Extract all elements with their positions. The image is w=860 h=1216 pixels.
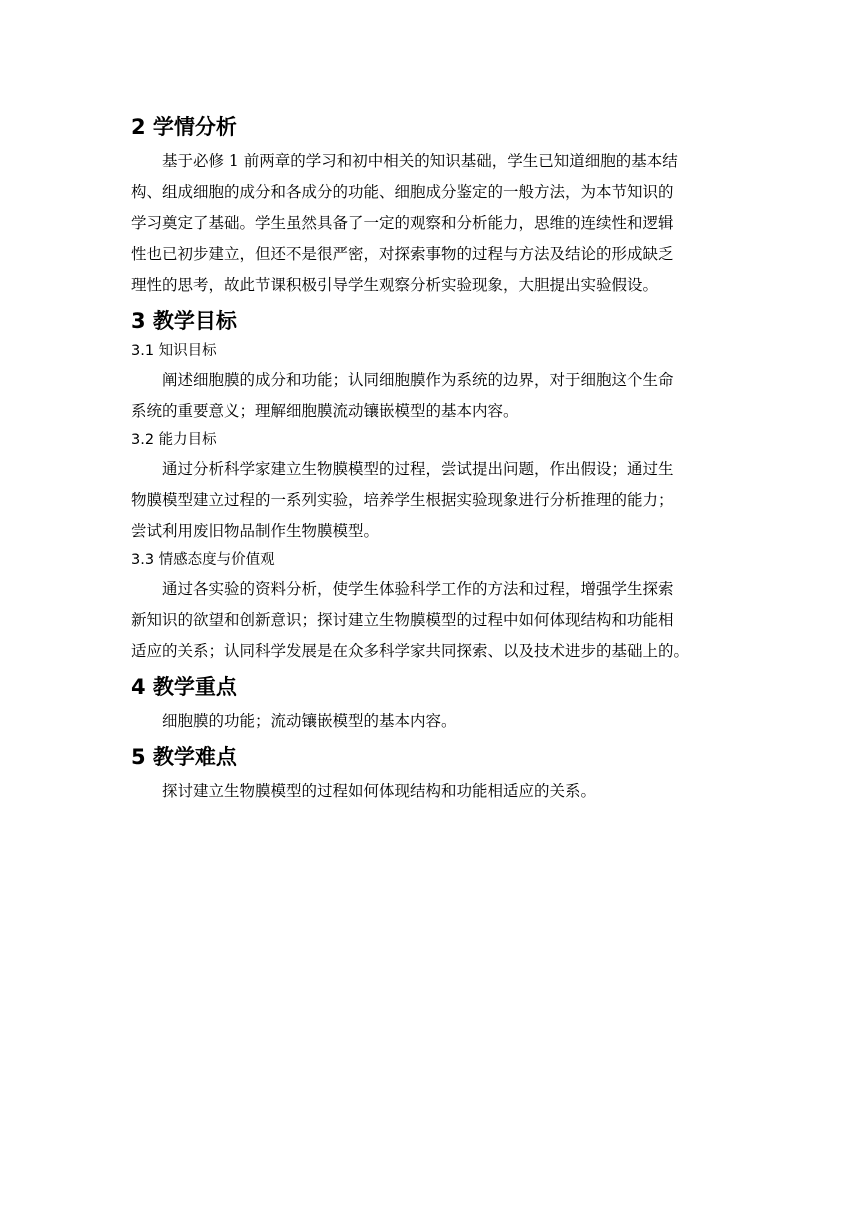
learning-analysis-paragraph — [131, 146, 731, 301]
section-heading-teaching-goals: 3 教学目标 — [131, 309, 237, 333]
section-heading-teaching-focus: 4 教学重点 — [131, 675, 237, 699]
paragraph-line: 适应的关系；认同科学发展是在众多科学家共同探索、以及技术进步的基础上的。 — [131, 642, 690, 660]
paragraph-line: 尝试利用废旧物品制作生物膜模型。 — [131, 522, 380, 540]
paragraph-line: 理性的思考，故此节课积极引导学生观察分析实验现象，大胆提出实验假设。 — [131, 276, 659, 294]
subsection-heading-attitude-values: 3.3 情感态度与价值观 — [131, 552, 275, 568]
knowledge-goals-paragraph — [131, 365, 731, 427]
paragraph-line: 系统的重要意义；理解细胞膜流动镶嵌模型的基本内容。 — [131, 402, 519, 420]
attitude-values-paragraph — [131, 574, 731, 667]
subsection-heading-knowledge-goals: 3.1 知识目标 — [131, 343, 217, 359]
paragraph-line: 性也已初步建立，但还不是很严密，对探索事物的过程与方法及结论的形成缺乏 — [131, 245, 674, 263]
paragraph-line: 基于必修 1 前两章的学习和初中相关的知识基础，学生已知道细胞的基本结 — [162, 152, 678, 170]
paragraph-line: 探讨建立生物膜模型的过程如何体现结构和功能相适应的关系。 — [162, 782, 597, 800]
document-body — [131, 110, 731, 807]
section-heading-teaching-difficulty: 5 教学难点 — [131, 745, 237, 769]
teaching-difficulty-paragraph — [131, 776, 731, 807]
paragraph-line: 通过分析科学家建立生物膜模型的过程，尝试提出问题，作出假设；通过生 — [162, 460, 674, 478]
paragraph-line: 学习奠定了基础。学生虽然具备了一定的观察和分析能力，思维的连续性和逻辑 — [131, 214, 674, 232]
paragraph-line: 构、组成细胞的成分和各成分的功能、细胞成分鉴定的一般方法，为本节知识的 — [131, 183, 674, 201]
section-heading-learning-analysis: 2 学情分析 — [131, 115, 237, 139]
paragraph-line: 通过各实验的资料分析，使学生体验科学工作的方法和过程，增强学生探索 — [162, 580, 674, 598]
paragraph-line: 阐述细胞膜的成分和功能；认同细胞膜作为系统的边界，对于细胞这个生命 — [162, 371, 674, 389]
teaching-focus-paragraph — [131, 706, 731, 737]
subsection-heading-ability-goals: 3.2 能力目标 — [131, 432, 217, 448]
ability-goals-paragraph — [131, 454, 731, 547]
paragraph-line: 物膜模型建立过程的一系列实验，培养学生根据实验现象进行分析推理的能力； — [131, 491, 674, 509]
paragraph-line: 新知识的欲望和创新意识；探讨建立生物膜模型的过程中如何体现结构和功能相 — [131, 611, 674, 629]
paragraph-line: 细胞膜的功能；流动镶嵌模型的基本内容。 — [162, 712, 457, 730]
